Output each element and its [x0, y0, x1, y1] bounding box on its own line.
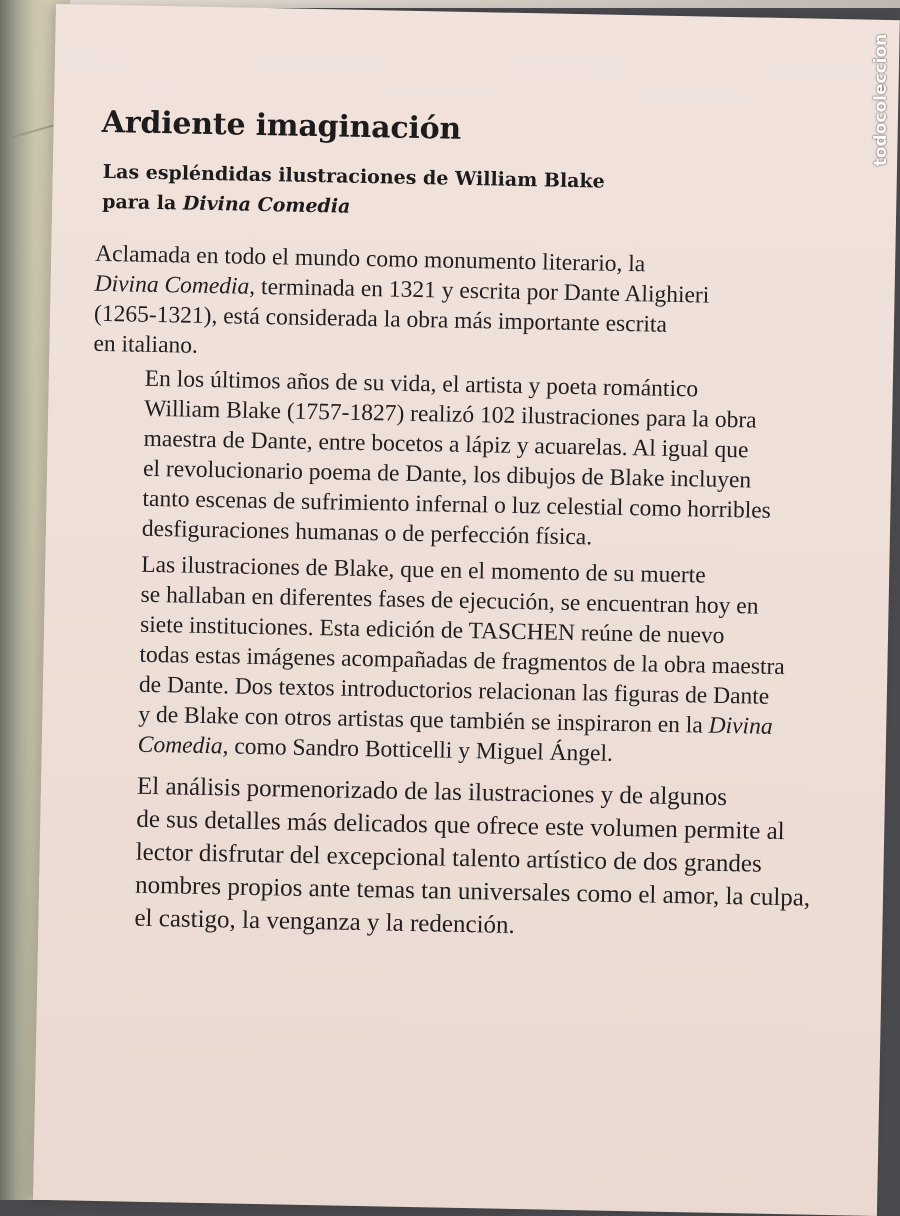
text-segment: siete instituciones. Esta edición de TASCHEN reúne de nuevo [139, 611, 725, 649]
subtitle-italic-title: Divina Comedia [182, 192, 351, 218]
back-cover-page [33, 4, 900, 1216]
text-segment: de Dante. Dos textos introductorios relacionan las figuras de Dante [138, 671, 770, 710]
italic-segment: Divina [708, 712, 773, 740]
text-segment: de sus detalles más delicados que ofrece este volumen permite al [136, 805, 785, 846]
text-segment: desfiguraciones humanas o de perfección física. [141, 515, 593, 551]
subtitle-line-1: Las espléndidas ilustraciones de William Blake [102, 160, 605, 193]
subtitle-prefix: para la [101, 190, 184, 215]
text-segment: En los últimos años de su vida, el artista y poeta romántico [144, 365, 699, 403]
book-subtitle [102, 157, 605, 227]
text-segment: en italiano. [93, 330, 199, 359]
italic-segment: Comedia [137, 731, 223, 760]
paragraph-3 [86, 549, 810, 773]
text-segment: , como Sandro Botticelli y Miguel Ángel. [222, 733, 614, 767]
text-segment: Las ilustraciones de Blake, que en el momento de su muerte [141, 551, 706, 589]
text-segment: y de Blake con otros artistas que también se inspiraron en la [138, 701, 709, 739]
text-segment: , terminada en 1321 y escrita por Dante Alighieri [249, 273, 710, 309]
text-segment: se hallaban en diferentes fases de ejecución, se encuentran hoy en [140, 581, 759, 620]
watermark-text: todocoleccion [871, 33, 891, 166]
text-segment: lector disfrutar del excepcional talento artístico de dos grandes [135, 838, 763, 878]
text-segment: El análisis pormenorizado de las ilustraciones y de algunos [136, 772, 728, 812]
watermark [870, 12, 892, 187]
text-segment: el castigo, la venganza y la redención. [134, 904, 516, 939]
text-segment: Aclamada en todo el mundo como monumento literario, la [94, 240, 646, 278]
description-body [82, 239, 815, 948]
italic-segment: Divina Comedia [94, 270, 250, 300]
text-segment: tanto escenas de sufrimiento infernal o luz celestial como horribles [142, 485, 772, 524]
text-segment: (1265-1321), está considerada la obra más importante escrita [93, 300, 668, 338]
text-segment: William Blake (1757-1827) realizó 102 ilustraciones para la obra [143, 395, 757, 434]
paragraph-2 [90, 363, 813, 557]
text-segment: todas estas imágenes acompañadas de fragmentos de la obra maestra [139, 641, 785, 681]
paragraph-4 [82, 769, 811, 948]
text-segment: el revolucionario poema de Dante, los dibujos de Blake incluyen [142, 455, 752, 494]
book-title: Ardiente imaginación [101, 104, 462, 147]
text-segment: maestra de Dante, entre bocetos a lápiz y acuarelas. Al igual que [143, 425, 749, 464]
text-segment: nombres propios ante temas tan universales como el amor, la culpa, [134, 871, 811, 912]
paragraph-1 [93, 239, 815, 373]
